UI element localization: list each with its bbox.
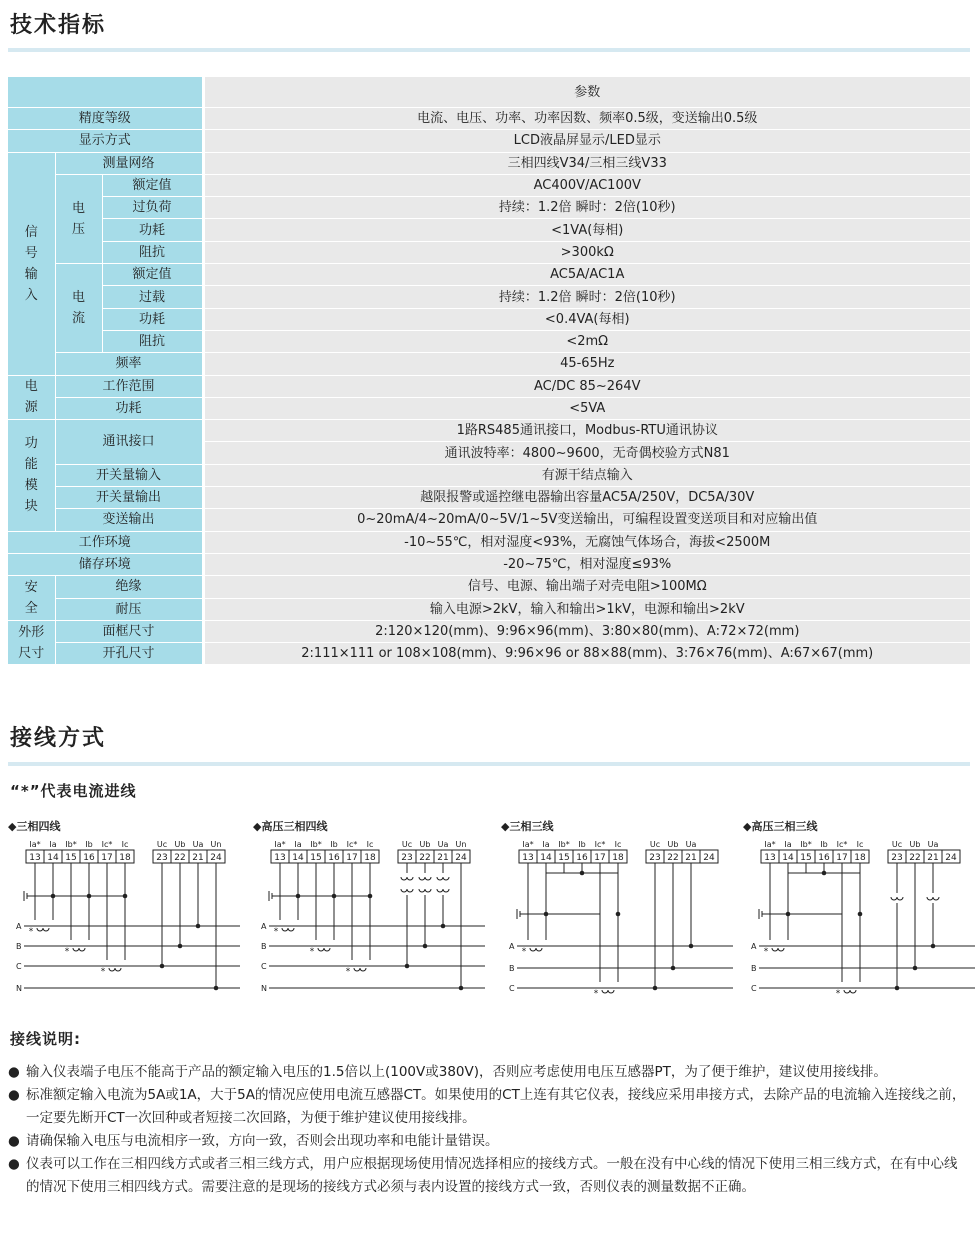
terminal-label: Ic* <box>346 840 358 849</box>
row-label: 功耗 <box>102 308 203 330</box>
terminal-label: Ub <box>667 840 679 849</box>
row-label: 工作范围 <box>55 375 203 397</box>
row-value: 2:111×111 or 108×108(mm)、9:96×96 or 88×88(mm)、3:76×76(mm)、A:67×67(mm) <box>203 643 970 665</box>
junction-dot <box>544 912 549 917</box>
junction-dot <box>196 924 201 929</box>
junction-dot <box>822 871 827 876</box>
terminal-number: 23 <box>891 853 903 863</box>
wiring-diagram-hv-3p3w <box>743 818 980 998</box>
terminal-label: Ic <box>856 840 864 849</box>
diagram-title: ◆高压三相三线 <box>743 820 818 833</box>
row-value: 持续：1.2倍 瞬时：2倍(10秒) <box>203 197 970 219</box>
bullet-icon: ● <box>8 1087 20 1103</box>
terminal-label: Ib <box>330 840 338 849</box>
terminal-number: 13 <box>274 853 286 863</box>
terminal-number: 24 <box>210 853 222 863</box>
table-row <box>8 174 970 196</box>
table-header-blank <box>8 77 203 108</box>
terminal-number: 23 <box>156 853 168 863</box>
terminal-label: Ib* <box>310 840 322 849</box>
row-label: 频率 <box>55 353 203 375</box>
row-value: -20~75℃，相对湿度≤93% <box>203 553 970 575</box>
junction-dot <box>51 894 56 899</box>
row-value: LCD液晶屏显示/LED显示 <box>203 130 970 152</box>
terminal-number: 22 <box>419 853 431 863</box>
row-value: 45-65Hz <box>203 353 970 375</box>
terminal-label: Ia* <box>29 840 41 849</box>
table-row <box>8 264 970 286</box>
spec-section-title: 技术指标 <box>10 13 107 38</box>
line-label: C <box>261 962 267 971</box>
terminal-label: Ib* <box>65 840 77 849</box>
terminal-label: Ub <box>419 840 431 849</box>
spec-table <box>8 77 970 665</box>
terminal-label: Ic* <box>101 840 113 849</box>
terminal-label: Ia <box>49 840 57 849</box>
junction-dot <box>160 964 165 969</box>
junction-dot <box>580 871 585 876</box>
row-label: 过负荷 <box>102 197 203 219</box>
row-value: AC5A/AC1A <box>203 264 970 286</box>
terminal-number: 15 <box>65 853 77 863</box>
terminal-number: 22 <box>667 853 679 863</box>
transformer-coil-icon <box>401 877 413 880</box>
row-value: 持续：1.2倍 瞬时：2倍(10秒) <box>203 286 970 308</box>
row-label: 阻抗 <box>102 241 203 263</box>
table-row <box>8 152 970 174</box>
table-row <box>8 286 970 308</box>
junction-dot <box>931 944 936 949</box>
line-label: B <box>751 964 757 973</box>
row-label: 储存环境 <box>8 553 203 575</box>
star-mark: * <box>521 947 527 957</box>
line-label: C <box>751 984 757 993</box>
transformer-coil-icon <box>354 968 366 971</box>
row-value: 三相四线V34/三相三线V33 <box>203 152 970 174</box>
table-row <box>8 308 970 330</box>
spec-title-rule <box>8 48 970 52</box>
transformer-coil-icon <box>419 889 431 892</box>
row-value: 越限报警或遥控继电器输出容量AC5A/250V，DC5A/30V <box>203 487 970 509</box>
terminal-number: 18 <box>854 853 866 863</box>
terminal-label: Ua <box>192 840 204 849</box>
terminal-number: 15 <box>310 853 322 863</box>
junction-dot <box>178 944 183 949</box>
diagram-title: ◆三相四线 <box>8 820 61 833</box>
table-row <box>8 77 970 108</box>
row-label: 额定值 <box>102 174 203 196</box>
terminal-number: 17 <box>101 853 113 863</box>
terminal-label: Ib <box>578 840 586 849</box>
transformer-coil-icon <box>282 928 294 931</box>
row-label: 绝缘 <box>55 576 203 598</box>
terminal-label: Ic <box>121 840 129 849</box>
row-value: -10~55℃，相对湿度<93%，无腐蚀气体场合，海拔<2500M <box>203 531 970 553</box>
group-safety: 安 全 <box>8 576 55 621</box>
junction-dot <box>423 944 428 949</box>
table-row <box>8 576 970 598</box>
terminal-label: Un <box>455 840 467 849</box>
row-value: <0.4VA(每相) <box>203 308 970 330</box>
junction-dot <box>214 986 219 991</box>
terminal-label: Ib <box>820 840 828 849</box>
terminal-label: Ia* <box>522 840 534 849</box>
row-label: 过载 <box>102 286 203 308</box>
star-mark: * <box>273 927 279 937</box>
terminal-number: 15 <box>558 853 570 863</box>
row-label: 功耗 <box>102 219 203 241</box>
row-label: 工作环境 <box>8 531 203 553</box>
list-item: ● 请确保输入电压与电流相序一致，方向一致，否则会出现功率和电能计量错误。 <box>8 1130 970 1153</box>
table-row <box>8 620 970 642</box>
star-mark: * <box>593 989 599 998</box>
terminal-number: 16 <box>818 853 830 863</box>
transformer-coil-icon <box>927 897 939 900</box>
terminal-label: Ua <box>927 840 939 849</box>
terminal-number: 21 <box>192 853 204 863</box>
junction-dot <box>895 986 900 991</box>
terminal-number: 14 <box>540 853 552 863</box>
row-value: 0~20mA/4~20mA/0~5V/1~5V变送输出，可编程设置变送项目和对应输出值 <box>203 509 970 531</box>
star-mark: * <box>763 947 769 957</box>
terminal-label: Uc <box>649 840 661 849</box>
row-label: 阻抗 <box>102 330 203 352</box>
transformer-coil-icon <box>437 889 449 892</box>
row-label: 开关量输入 <box>55 464 203 486</box>
terminal-number: 24 <box>455 853 467 863</box>
row-label: 变送输出 <box>55 509 203 531</box>
star-mark: * <box>64 947 70 957</box>
terminal-number: 16 <box>83 853 95 863</box>
table-row <box>8 353 970 375</box>
junction-dot <box>616 912 621 917</box>
group-power-supply: 电 源 <box>8 375 55 420</box>
wiring-diagram-3p3w <box>501 818 741 998</box>
star-legend: “*”代表电流进线 <box>10 782 137 800</box>
terminal-label: Ia <box>542 840 550 849</box>
table-row <box>8 531 970 553</box>
terminal-number: 22 <box>909 853 921 863</box>
list-item: ● 输入仪表端子电压不能高于产品的额定输入电压的1.5倍以上(100V或380V)，否则应考虑使用电压互感器PT，为了便于维护，建议使用接线排。 <box>8 1061 970 1084</box>
terminal-number: 13 <box>764 853 776 863</box>
junction-dot <box>296 894 301 899</box>
terminal-label: Uc <box>891 840 903 849</box>
row-label: 测量网络 <box>55 152 203 174</box>
line-label: B <box>509 964 515 973</box>
terminal-number: 21 <box>685 853 697 863</box>
transformer-coil-icon <box>437 877 449 880</box>
terminal-number: 16 <box>576 853 588 863</box>
table-row <box>8 509 970 531</box>
table-row <box>8 643 970 665</box>
transformer-coil-icon <box>401 889 413 892</box>
table-header-param: 参数 <box>203 77 970 108</box>
terminal-number: 18 <box>364 853 376 863</box>
wiring-notes <box>8 1061 970 1199</box>
terminal-label: Ub <box>909 840 921 849</box>
row-value: 信号、电源、输出端子对壳电阻>100MΩ <box>203 576 970 598</box>
row-value: 1路RS485通讯接口，Modbus-RTU通讯协议 <box>203 420 970 442</box>
terminal-number: 15 <box>800 853 812 863</box>
transformer-coil-icon <box>891 897 903 900</box>
wiring-notes-title: 接线说明: <box>10 1030 81 1048</box>
terminal-number: 23 <box>401 853 413 863</box>
terminal-number: 14 <box>782 853 794 863</box>
row-label: 功耗 <box>55 397 203 419</box>
junction-dot <box>87 894 92 899</box>
row-label: 开孔尺寸 <box>55 643 203 665</box>
table-row <box>8 464 970 486</box>
line-label: A <box>261 922 267 931</box>
transformer-coil-icon <box>73 948 85 951</box>
transformer-coil-icon <box>318 948 330 951</box>
table-row <box>8 553 970 575</box>
terminal-label: Ic <box>366 840 374 849</box>
wiring-schematic <box>501 818 741 998</box>
wiring-diagram-hv-3p4w <box>253 818 493 998</box>
terminal-label: Ia <box>784 840 792 849</box>
junction-dot <box>671 966 676 971</box>
junction-dot <box>913 966 918 971</box>
junction-dot <box>441 924 446 929</box>
terminal-number: 21 <box>927 853 939 863</box>
terminal-label: Ua <box>437 840 449 849</box>
star-mark: * <box>28 927 34 937</box>
bullet-icon: ● <box>8 1064 20 1080</box>
terminal-number: 14 <box>47 853 59 863</box>
line-label: N <box>16 984 22 993</box>
row-value: AC400V/AC100V <box>203 174 970 196</box>
line-label: A <box>751 942 757 951</box>
terminal-number: 14 <box>292 853 304 863</box>
terminal-label: Ic <box>614 840 622 849</box>
transformer-coil-icon <box>419 877 431 880</box>
terminal-number: 23 <box>649 853 661 863</box>
terminal-label: Ib <box>85 840 93 849</box>
terminal-label: Ib* <box>800 840 812 849</box>
row-label: 显示方式 <box>8 130 203 152</box>
row-value: <5VA <box>203 397 970 419</box>
junction-dot <box>459 986 464 991</box>
terminal-number: 13 <box>522 853 534 863</box>
terminal-number: 17 <box>346 853 358 863</box>
terminal-number: 18 <box>612 853 624 863</box>
wiring-section-title: 接线方式 <box>10 726 107 751</box>
table-row <box>8 130 970 152</box>
row-label: 通讯接口 <box>55 420 203 465</box>
row-value: 通讯波特率：4800~9600，无奇偶校验方式N81 <box>203 442 970 464</box>
terminal-label: Un <box>210 840 222 849</box>
line-label: N <box>261 984 267 993</box>
junction-dot <box>858 912 863 917</box>
row-label: 额定值 <box>102 264 203 286</box>
star-mark: * <box>835 989 841 998</box>
diagram-title: ◆高压三相四线 <box>253 820 328 833</box>
row-value: <2mΩ <box>203 330 970 352</box>
transformer-coil-icon <box>844 990 856 993</box>
transformer-coil-icon <box>530 948 542 951</box>
terminal-label: Ia* <box>764 840 776 849</box>
terminal-number: 16 <box>328 853 340 863</box>
transformer-coil-icon <box>602 990 614 993</box>
terminal-label: Uc <box>401 840 413 849</box>
group-signal-input: 信 号 输 入 <box>8 152 55 375</box>
table-row <box>8 420 970 442</box>
line-label: B <box>16 942 22 951</box>
group-function-module: 功 能 模 块 <box>8 420 55 531</box>
group-current: 电 流 <box>55 264 102 353</box>
terminal-label: Uc <box>156 840 168 849</box>
terminal-number: 18 <box>119 853 131 863</box>
list-item: ● 标准额定输入电流为5A或1A，大于5A的情况应使用电流互感器CT。如果使用的CT上连有其它仪表，接线应采用串接方式，去除产品的电流输入连接线之前，一定要先断开CT一次回种或者短接二次回路，为便于维护建议使用接线排。 <box>8 1084 970 1130</box>
terminal-number: 24 <box>703 853 715 863</box>
table-row <box>8 197 970 219</box>
terminal-label: Ia <box>294 840 302 849</box>
list-item: ● 仪表可以工作在三相四线方式或者三相三线方式，用户应根据现场使用情况选择相应的接线方式。一般在没有中心线的情况下使用三相三线方式，在有中心线的情况下使用三相四线方式。需要注意的是现场的接线方式必须与表内设置的接线方式一致，否则仪表的测量数据不正确。 <box>8 1153 970 1199</box>
transformer-coil-icon <box>109 968 121 971</box>
row-label: 开关量输出 <box>55 487 203 509</box>
table-row <box>8 330 970 352</box>
row-value: 电流、电压、功率、功率因数、频率0.5级，变送输出0.5级 <box>203 108 970 130</box>
table-row <box>8 397 970 419</box>
row-value: AC/DC 85~264V <box>203 375 970 397</box>
terminal-label: Ic* <box>836 840 848 849</box>
row-value: <1VA(每相) <box>203 219 970 241</box>
wiring-schematic <box>253 818 493 998</box>
star-mark: * <box>309 947 315 957</box>
star-mark: * <box>345 967 351 977</box>
terminal-label: Ua <box>685 840 697 849</box>
junction-dot <box>332 894 337 899</box>
table-row <box>8 219 970 241</box>
junction-dot <box>689 944 694 949</box>
table-row <box>8 598 970 620</box>
terminal-number: 17 <box>836 853 848 863</box>
terminal-label: Ib* <box>558 840 570 849</box>
terminal-number: 21 <box>437 853 449 863</box>
row-value: 输入电源>2kV，输入和输出>1kV，电源和输出>2kV <box>203 598 970 620</box>
wiring-diagram-3p4w <box>8 818 248 998</box>
line-label: C <box>16 962 22 971</box>
row-value: >300kΩ <box>203 241 970 263</box>
table-row <box>8 108 970 130</box>
row-label: 面框尺寸 <box>55 620 203 642</box>
terminal-label: Ic* <box>594 840 606 849</box>
line-label: B <box>261 942 267 951</box>
terminal-label: Ub <box>174 840 186 849</box>
table-row <box>8 487 970 509</box>
junction-dot <box>786 912 791 917</box>
line-label: A <box>509 942 515 951</box>
group-dimensions: 外形 尺寸 <box>8 620 55 665</box>
table-row <box>8 241 970 263</box>
wiring-title-rule <box>8 762 970 766</box>
terminal-number: 24 <box>945 853 957 863</box>
group-voltage: 电 压 <box>55 174 102 263</box>
terminal-number: 17 <box>594 853 606 863</box>
table-row <box>8 375 970 397</box>
wiring-schematic <box>8 818 248 998</box>
line-label: C <box>509 984 515 993</box>
row-label: 耐压 <box>55 598 203 620</box>
line-label: A <box>16 922 22 931</box>
bullet-icon: ● <box>8 1156 20 1172</box>
bullet-icon: ● <box>8 1133 20 1149</box>
star-mark: * <box>100 967 106 977</box>
terminal-number: 22 <box>174 853 186 863</box>
wiring-schematic <box>743 818 980 998</box>
terminal-number: 13 <box>29 853 41 863</box>
junction-dot <box>405 964 410 969</box>
junction-dot <box>368 894 373 899</box>
row-value: 2:120×120(mm)、9:96×96(mm)、3:80×80(mm)、A:72×72(mm) <box>203 620 970 642</box>
terminal-label: Ia* <box>274 840 286 849</box>
row-value: 有源干结点输入 <box>203 464 970 486</box>
junction-dot <box>123 894 128 899</box>
row-label: 精度等级 <box>8 108 203 130</box>
junction-dot <box>653 986 658 991</box>
transformer-coil-icon <box>37 928 49 931</box>
diagram-title: ◆三相三线 <box>501 820 554 833</box>
transformer-coil-icon <box>772 948 784 951</box>
